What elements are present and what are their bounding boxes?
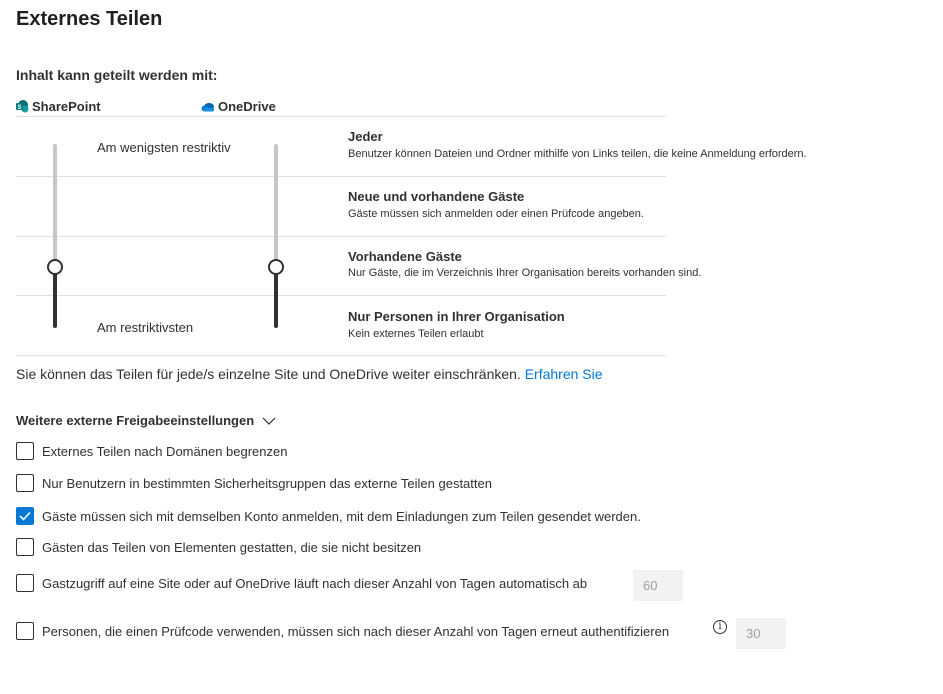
option-verification-code-reauth[interactable] [16,622,669,640]
more-settings-heading: Weitere externe Freigabeeinstellungen [16,413,255,428]
option-label: Gäste müssen sich mit demselben Konto anmelden, mit dem Einladungen zum Teilen gesendet werden. [42,508,641,524]
page-title: Externes Teilen [16,8,163,30]
level-title: Neue und vorhandene Gäste [348,189,525,204]
slider-fill [274,266,278,328]
option-security-groups[interactable] [16,474,492,492]
level-title: Nur Personen in Ihrer Organisation [348,309,565,324]
checkbox[interactable] [16,538,34,556]
level-description: Kein externes Teilen erlaubt [348,328,484,340]
divider [16,295,666,296]
learn-more-link[interactable]: Erfahren Sie [524,366,603,382]
checkbox[interactable] [16,442,34,460]
checkbox[interactable] [16,574,34,592]
divider [16,236,666,237]
level-description: Benutzer können Dateien und Ordner mithilfe von Links teilen, die keine Anmeldung erfordern. [348,148,807,160]
divider [16,176,666,177]
checkmark-icon [19,511,31,521]
slider-track[interactable] [53,144,57,266]
checkbox[interactable] [16,507,34,525]
level-description: Gäste müssen sich anmelden oder einen Prüfcode angeben. [348,208,644,220]
least-restrictive-label: Am wenigsten restriktiv [97,140,231,155]
slider-thumb[interactable] [47,259,63,275]
sharepoint-column-header [16,99,101,114]
onedrive-label: OneDrive [218,99,276,114]
onedrive-column-header [201,99,276,114]
further-restriction-info [16,366,603,382]
info-icon[interactable]: i [713,620,727,634]
sharepoint-icon [16,100,29,113]
level-title: Jeder [348,129,383,144]
chevron-down-icon [262,413,276,428]
slider-fill [53,266,57,328]
option-label: Gästen das Teilen von Elementen gestatten, die sie nicht besitzen [42,539,422,555]
onedrive-icon [201,102,215,112]
level-title: Vorhandene Gäste [348,249,462,264]
divider [16,355,666,356]
info-text: Sie können das Teilen für jede/s einzelne Site und OneDrive weiter einschränken. [16,366,521,382]
option-guest-expiration[interactable] [16,574,587,592]
slider-track[interactable] [274,144,278,266]
checkbox[interactable] [16,622,34,640]
guest-expiration-days-input[interactable]: 60 [633,570,683,601]
option-same-account[interactable] [16,507,641,525]
option-label: Nur Benutzern in bestimmten Sicherheitsgruppen das externe Teilen gestatten [42,475,492,491]
svg-text:S: S [17,105,22,111]
slider-thumb[interactable] [268,259,284,275]
most-restrictive-label: Am restriktivsten [97,320,194,335]
option-label: Externes Teilen nach Domänen begrenzen [42,443,288,459]
option-limit-by-domain[interactable] [16,442,287,460]
more-settings-toggle[interactable] [16,413,276,428]
option-label: Personen, die einen Prüfcode verwenden, müssen sich nach dieser Anzahl von Tagen erneut authentifizieren [42,623,670,639]
checkbox[interactable] [16,474,34,492]
sharepoint-label: SharePoint [32,99,101,114]
level-description: Nur Gäste, die im Verzeichnis Ihrer Organisation bereits vorhanden sind. [348,267,702,279]
reauth-days-input[interactable]: 30 [736,618,786,649]
content-shared-with-heading: Inhalt kann geteilt werden mit: [16,67,218,83]
option-guest-resharing[interactable] [16,538,421,556]
option-label: Gastzugriff auf eine Site oder auf OneDrive läuft nach dieser Anzahl von Tagen automatisch ab [42,575,588,591]
divider [16,116,666,117]
